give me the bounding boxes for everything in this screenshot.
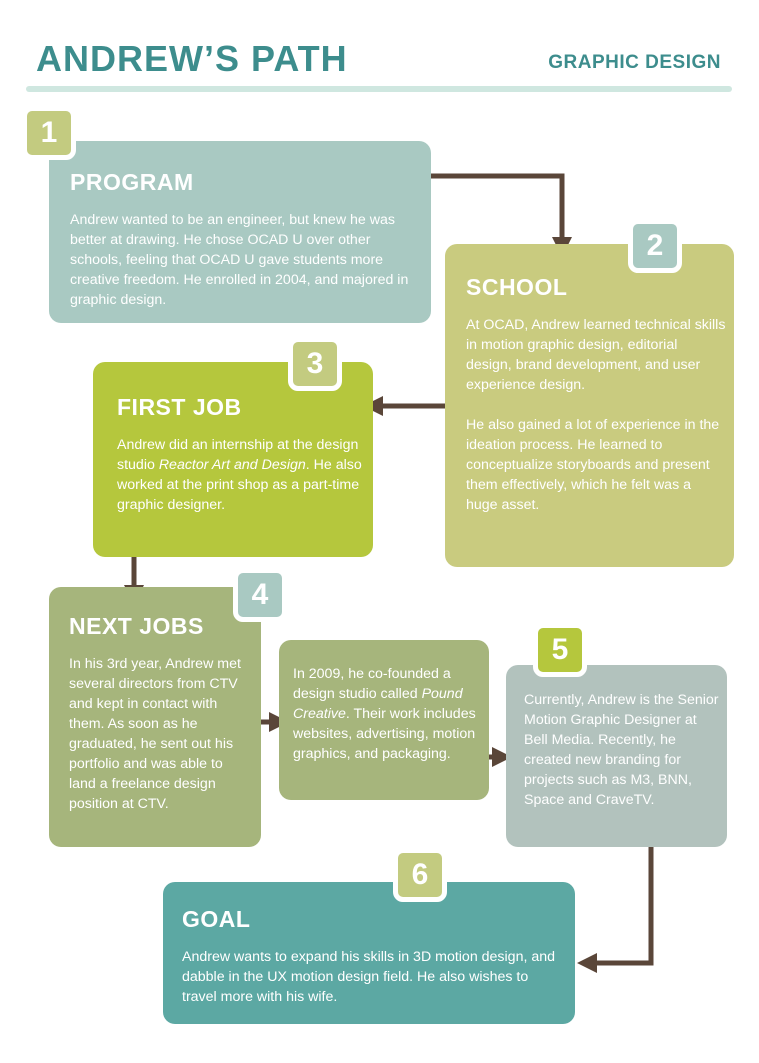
school-box <box>445 244 734 567</box>
step-5-badge: 5 <box>533 623 587 677</box>
next-jobs-text: In his 3rd year, Andrew met several directors from CTV and kept in contact with them. As soon as he graduated, he sent out his portfolio and was able to land a freelance design position at CTV. <box>69 656 241 812</box>
first-job-title: FIRST JOB <box>117 394 242 420</box>
step-1-badge: 1 <box>22 106 76 160</box>
current-box <box>506 665 727 847</box>
school-text-1: At OCAD, Andrew learned technical skills in motion graphic design, editorial design, brand development, and user experience design. <box>466 317 726 393</box>
step-6-badge: 6 <box>393 848 447 902</box>
page-subtitle: GRAPHIC DESIGN <box>548 52 721 73</box>
pound-creative-box <box>279 640 489 800</box>
page-title: ANDREW’S PATH <box>36 38 348 79</box>
studio-name-reactor: Reactor Art and Design <box>158 457 306 473</box>
goal-text: Andrew wants to expand his skills in 3D motion design, and dabble in the UX motion design field. He also wishes to travel more with his wife. <box>182 949 556 1005</box>
next-jobs-box <box>49 587 261 847</box>
school-text-2: He also gained a lot of experience in the ideation process. He learned to conceptualize storyboards and present them effectively, which he felt was a huge asset. <box>466 417 720 513</box>
school-title: SCHOOL <box>466 274 568 300</box>
goal-title: GOAL <box>182 906 251 932</box>
step-2-badge: 2 <box>628 219 682 273</box>
pound-creative-text: In 2009, he co-founded a design studio called Pound Creative. Their work includes websites, advertising, motion graphics, and packaging. <box>293 666 476 762</box>
arrow-program-to-school <box>410 176 562 248</box>
program-title: PROGRAM <box>70 169 194 195</box>
program-box <box>49 141 431 323</box>
first-job-box <box>93 362 373 557</box>
step-3-badge: 3 <box>288 337 342 391</box>
next-jobs-title: NEXT JOBS <box>69 613 204 639</box>
current-text: Currently, Andrew is the Senior Motion Graphic Designer at Bell Media. Recently, he created new branding for projects such as M3, BNN, Space and CraveTV. <box>524 692 719 808</box>
first-job-text: Andrew did an internship at the design studio Reactor Art and Design. He also worked at the print shop as a part-time graphic designer. <box>117 437 362 513</box>
step-4-badge: 4 <box>233 568 287 622</box>
goal-box <box>163 882 575 1024</box>
program-text: Andrew wanted to be an engineer, but knew he was better at drawing. He chose OCAD U over other schools, feeling that OCAD U gave students more creative freedom. He enrolled in 2004, and majored in graphic design. <box>70 212 409 308</box>
arrow-current-to-goal <box>586 836 651 963</box>
studio-name-pound: Pound Creative <box>293 686 463 722</box>
